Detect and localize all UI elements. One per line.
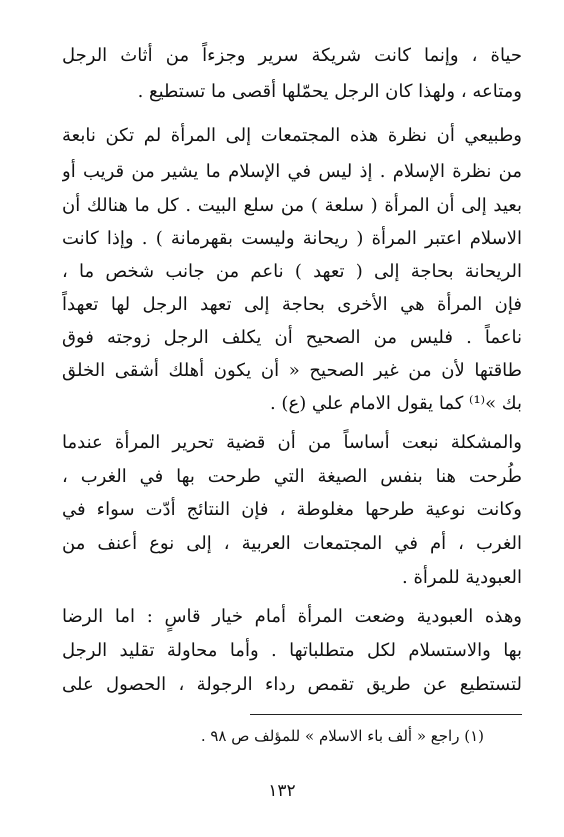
text-line: فإن المرأة هي الأخرى بحاجة إلى تعهد الرجل لها تعهداً — [62, 294, 522, 315]
text-line: وهذه العبودية وضعت المرأة أمام خيار قاسٍ : اما الرضا — [62, 606, 522, 627]
text-line: وطبيعي أن نظرة هذه المجتمعات إلى المرأة لم تكن نابعة — [62, 125, 522, 146]
text-line: بعيد إلى أن المرأة ( سلعة ) من سلع البيت . كل ما هنالك أن — [62, 195, 522, 216]
text-line: بها والاستسلام لكل متطلباتها . وأما محاولة تقليد الرجل — [62, 640, 522, 661]
footnote-divider — [250, 714, 522, 715]
text-line: طاقتها لأن من غير الصحيح « أن يكون أهلك أشقى الخلق — [62, 360, 522, 381]
text-line: وكانت نوعية طرحها مغلوطة ، فإن النتائج أدّت سواء في — [62, 499, 522, 520]
text-line: حياة ، وإنما كانت شريكة سرير وجزءاً من أثاث الرجل — [62, 45, 522, 66]
text-line: لتستطيع عن طريق تقمص رداء الرجولة ، الحصول على — [62, 674, 522, 695]
text-line: الريحانة بحاجة إلى ( تعهد ) ناعم من جانب شخص ما ، — [62, 261, 522, 282]
text-line: ناعماً . فليس من الصحيح أن يكلف الرجل زوجته فوق — [62, 327, 522, 348]
footnote: (١) راجع « ألف باء الاسلام » للمؤلف ص ٩٨ . — [200, 727, 484, 745]
page-number: ١٣٢ — [268, 781, 296, 801]
text-line: الاسلام اعتبر المرأة ( ريحانة وليست بقهرمانة ) . وإذا كانت — [62, 228, 522, 249]
text-line: طُرحت هنا بنفس الصيغة التي طرحت بها في الغرب ، — [62, 466, 522, 487]
text-line: والمشكلة نبعت أساساً من أن قضية تحرير المرأة عندما — [62, 432, 522, 453]
text-line: من نظرة الإسلام . إذ ليس في الإسلام ما يشير من قريب أو — [62, 161, 522, 182]
text-line: الغرب ، أم في المجتمعات العربية ، إلى نوع أعنف من — [62, 533, 522, 554]
text-line: بك »⁽¹⁾ كما يقول الامام علي (ع) . — [269, 393, 522, 414]
text-line: العبودية للمرأة . — [402, 567, 522, 588]
text-line: ومتاعه ، ولهذا كان الرجل يحمّلها أقصى ما تستطيع . — [137, 81, 522, 102]
